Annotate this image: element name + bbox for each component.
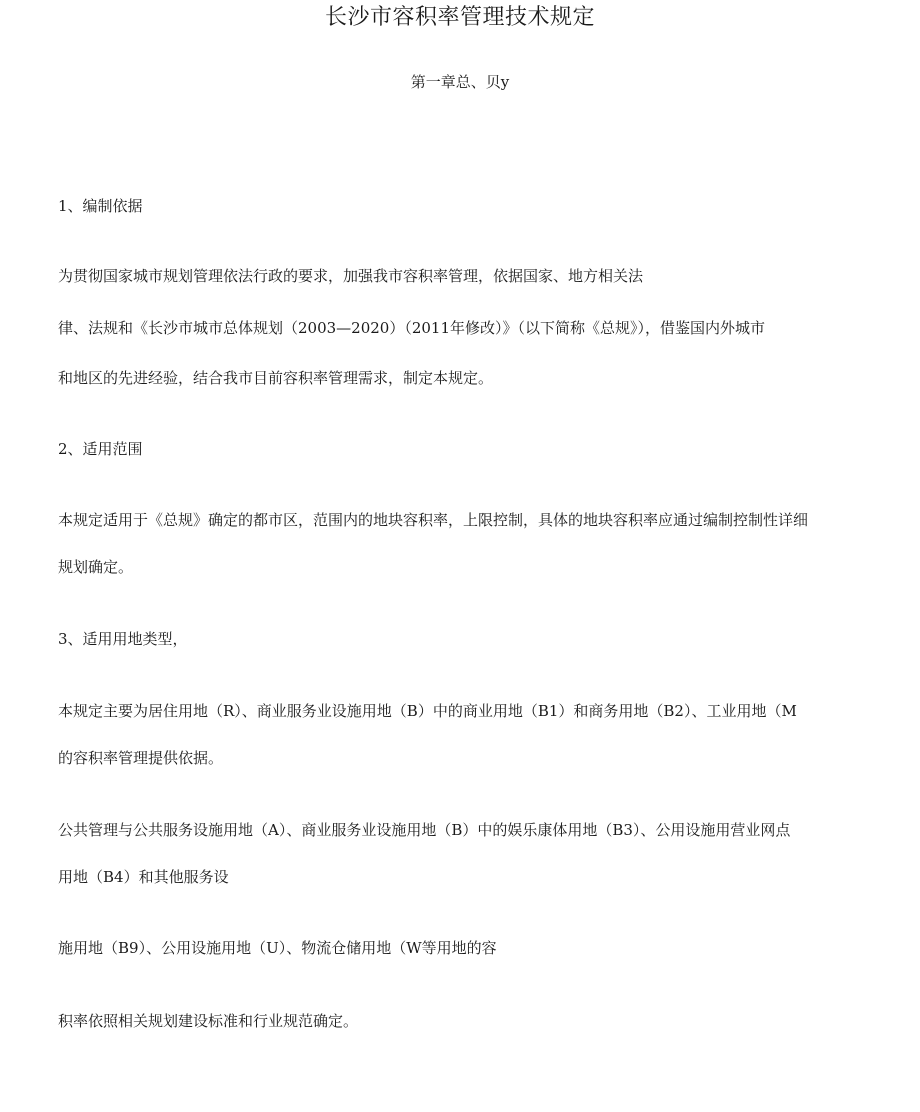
paragraph-line: 施用地（B9）、公用设施用地（U）、物流仓储用地（W等用地的容 [58,939,497,957]
section-heading-scope: 2、适用范围 [58,440,143,458]
paragraph-line: 为贯彻国家城市规划管理依法行政的要求，加强我市容积率管理，依据国家、地方相关法 [58,267,644,285]
paragraph-line: 的容积率管理提供依据。 [58,749,224,767]
paragraph-line: 本规定主要为居住用地（R）、商业服务业设施用地（B）中的商业用地（B1）和商务用地（B2）、工业用地（M [58,702,797,720]
paragraph-line: 律、法规和《长沙市城市总体规划（2003—2020）（2011年修改）》（以下简称《总规》），借鉴国内外城市 [58,319,766,337]
paragraph-line: 本规定适用于《总规》确定的都市区，范围内的地块容积率，上限控制，具体的地块容积率应通过编制控制性详细 [58,511,809,529]
paragraph-line: 用地（B4）和其他服务设 [58,868,229,886]
section-heading-basis: 1、编制依据 [58,197,143,215]
paragraph-line: 规划确定。 [58,558,134,576]
paragraph-line: 积率依照相关规划建设标准和行业规范确定。 [58,1012,359,1030]
paragraph-line: 公共管理与公共服务设施用地（A）、商业服务业设施用地（B）中的娱乐康体用地（B3）、公用设施用营业网点 [58,821,791,839]
document-title: 长沙市容积率管理技术规定 [324,5,595,30]
chapter-heading: 第一章总、贝y [410,73,510,91]
section-heading-land-types: 3、适用用地类型， [58,630,188,648]
paragraph-line: 和地区的先进经验，结合我市目前容积率管理需求，制定本规定。 [58,369,494,387]
